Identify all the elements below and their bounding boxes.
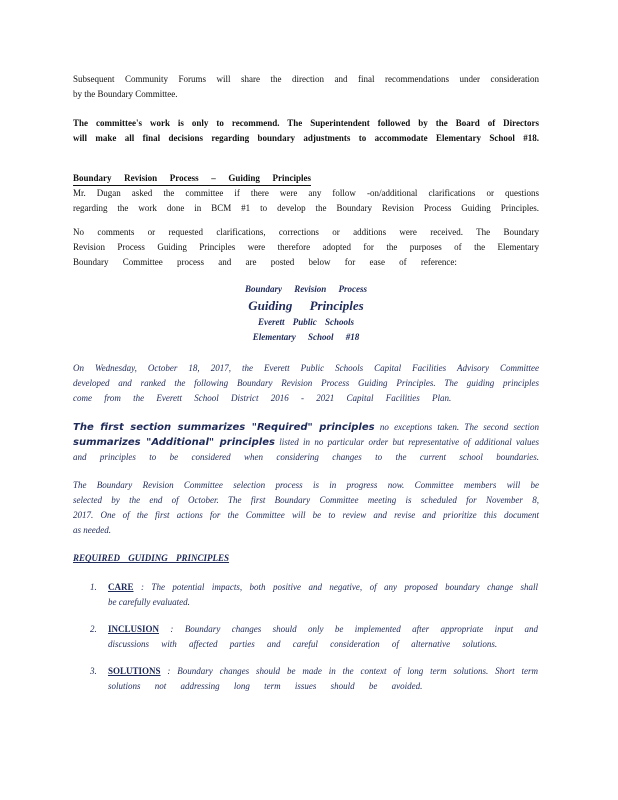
guiding-principles-section: [73, 172, 539, 216]
text-line: Mr. Dugan asked the committee if there were any follow -on/additional clarifications or questions: [73, 188, 539, 198]
progress-paragraph: [73, 478, 539, 538]
item-number: 3.: [90, 666, 97, 676]
text-line: discussions with affected parties and careful consideration of alternative solutions.: [108, 639, 498, 649]
text-line: The Boundary Revision Committee selection process is in progress now. Committee members will be: [73, 480, 539, 490]
title-line: Boundary Revision Process: [244, 284, 367, 294]
text-line: [73, 420, 539, 435]
additional-lead: summarizes "Additional" principles: [73, 437, 275, 448]
text-line: [108, 580, 538, 595]
text-line: come from the Everett School District 2016 - 2021 Capital Facilities Plan.: [73, 393, 452, 403]
text-fragment: : Boundary changes should be made in the context of long term solutions. Short term: [167, 666, 538, 676]
text-line: No comments or requested clarifications, corrections or additions were received. The Boundary: [73, 227, 539, 237]
item-number: 2.: [90, 624, 97, 634]
text-line: Boundary Committee process and are posted below for ease of reference:: [73, 257, 457, 267]
section-heading: Boundary Revision Process – Guiding Principles: [73, 172, 311, 186]
text-line: by the Boundary Committee.: [73, 89, 178, 99]
text-line: will make all final decisions regarding boundary adjustments to accommodate Elementary School #18.: [73, 133, 539, 143]
text-fragment: no exceptions taken. The second section: [379, 422, 539, 432]
text-line: The committee's work is only to recommend. The Superintendent followed by the Board of Directors: [73, 118, 539, 128]
text-line: [108, 622, 538, 637]
title-line: Everett Public Schools: [258, 317, 354, 327]
text-line: selected by the end of October. The first Boundary Committee meeting is scheduled for November 8,: [73, 495, 539, 505]
principle-term: SOLUTIONS: [108, 666, 161, 676]
required-lead: The first section summarizes "Required" principles: [73, 422, 375, 433]
no-comments-paragraph: [73, 225, 539, 270]
sections-paragraph: [73, 420, 539, 465]
text-line: 2017. One of the first actions for the Committee will be to review and revise and prioritize this document: [73, 510, 539, 520]
principle-term: INCLUSION: [108, 624, 160, 634]
text-line: Revision Process Guiding Principles were therefore adopted for the purposes of the Elementary: [73, 242, 539, 252]
text-line: regarding the work done in BCM #1 to develop the Boundary Revision Process Guiding Principles.: [73, 203, 539, 213]
required-heading-block: [73, 551, 539, 566]
principle-item: [90, 664, 538, 694]
principle-item: [90, 622, 538, 652]
intro-paragraph: [73, 361, 539, 406]
text-fragment: : The potential impacts, both positive and negative, of any proposed boundary change shall: [140, 582, 539, 592]
text-fragment: listed in no particular order but representative of additional values: [279, 437, 539, 447]
text-line: On Wednesday, October 18, 2017, the Everett Public Schools Capital Facilities Advisory Committee: [73, 363, 539, 373]
text-line: developed and ranked the following Boundary Revision Process Guiding Principles. The guiding principles: [73, 378, 539, 388]
text-line: and principles to be considered when considering changes to the current school boundaries.: [73, 452, 539, 462]
title-line: Elementary School #18: [252, 332, 360, 342]
principles-title-block: [73, 282, 539, 345]
item-number: 1.: [90, 582, 97, 592]
text-line: as needed.: [73, 525, 111, 535]
community-forums-paragraph: [73, 72, 539, 102]
text-line: solutions not addressing long term issues should be avoided.: [108, 681, 423, 691]
text-line: [73, 435, 539, 450]
committee-role-paragraph: [73, 116, 539, 146]
text-line: [108, 664, 538, 679]
principle-term: CARE: [108, 582, 134, 592]
text-fragment: : Boundary changes should only be implemented after appropriate input and: [170, 624, 538, 634]
title-main: Guiding Principles: [248, 298, 364, 313]
principle-item: [90, 580, 538, 610]
text-line: Subsequent Community Forums will share the direction and final recommendations under consideration: [73, 74, 539, 84]
required-heading: REQUIRED GUIDING PRINCIPLES: [73, 553, 230, 563]
principles-list: [90, 580, 538, 706]
text-line: be carefully evaluated.: [108, 597, 190, 607]
